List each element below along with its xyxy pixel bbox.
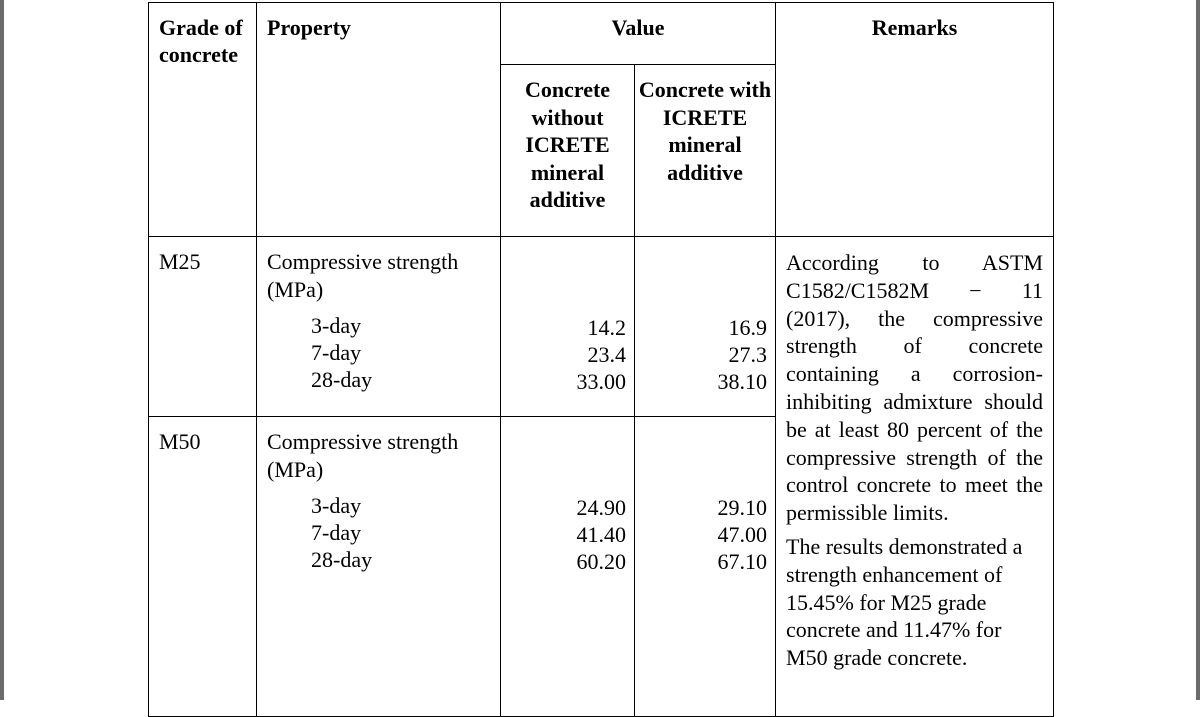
header-value: Value — [501, 3, 776, 65]
age-list — [267, 492, 500, 573]
value: 41.40 — [576, 522, 626, 547]
value: 60.20 — [576, 549, 626, 574]
age-list — [267, 312, 500, 393]
grade-cell: M25 — [149, 237, 257, 417]
value: 23.4 — [587, 342, 626, 367]
value: 67.10 — [717, 549, 768, 574]
header-row — [149, 3, 1054, 65]
age-label: 3-day — [311, 493, 362, 518]
value: 16.9 — [728, 315, 768, 340]
age-label: 28-day — [311, 367, 373, 392]
grade-cell: M50 — [149, 417, 257, 717]
header-with-additive: Concrete with ICRETE mineral additive — [635, 65, 776, 237]
value: 14.2 — [587, 315, 626, 340]
value-with-cell — [635, 237, 776, 417]
value-without-cell — [501, 417, 635, 717]
property-cell — [257, 237, 501, 417]
age-label: 7-day — [311, 340, 362, 365]
strength-table — [148, 2, 1054, 717]
value: 47.00 — [717, 522, 768, 547]
page-edge-right — [1196, 0, 1200, 700]
table-row — [149, 237, 1054, 417]
property-label: Compressive strength (MPa) — [267, 429, 459, 482]
value: 29.10 — [717, 495, 768, 520]
property-label: Compressive strength (MPa) — [267, 249, 459, 302]
value: 38.10 — [717, 369, 768, 394]
value: 27.3 — [728, 342, 768, 367]
value: 24.90 — [576, 495, 626, 520]
value-with-cell — [635, 417, 776, 717]
page-edge-left — [0, 0, 4, 700]
value: 33.00 — [576, 369, 626, 394]
header-property: Property — [257, 3, 501, 237]
age-label: 28-day — [311, 547, 373, 572]
age-label: 3-day — [311, 313, 362, 338]
header-grade: Grade of concrete — [149, 3, 257, 237]
value-without-cell — [501, 237, 635, 417]
remarks-cell — [776, 237, 1054, 717]
remarks-paragraph: The results demonstrated a strength enhancement of 15.45% for M25 grade concrete and 11.47% for M50 grade concrete. — [786, 533, 1023, 671]
age-label: 7-day — [311, 520, 362, 545]
remarks-paragraph: According to ASTM C1582/C1582M − 11 (2017), the compressive strength of concrete containing a corrosion-inhibiting admixture should be at least 80 percent of the compressive strength of the control concrete to meet the permissible limits. — [786, 250, 1044, 526]
property-cell — [257, 417, 501, 717]
header-remarks: Remarks — [776, 3, 1054, 237]
header-without-additive: Concrete without ICRETE mineral additive — [501, 65, 635, 237]
